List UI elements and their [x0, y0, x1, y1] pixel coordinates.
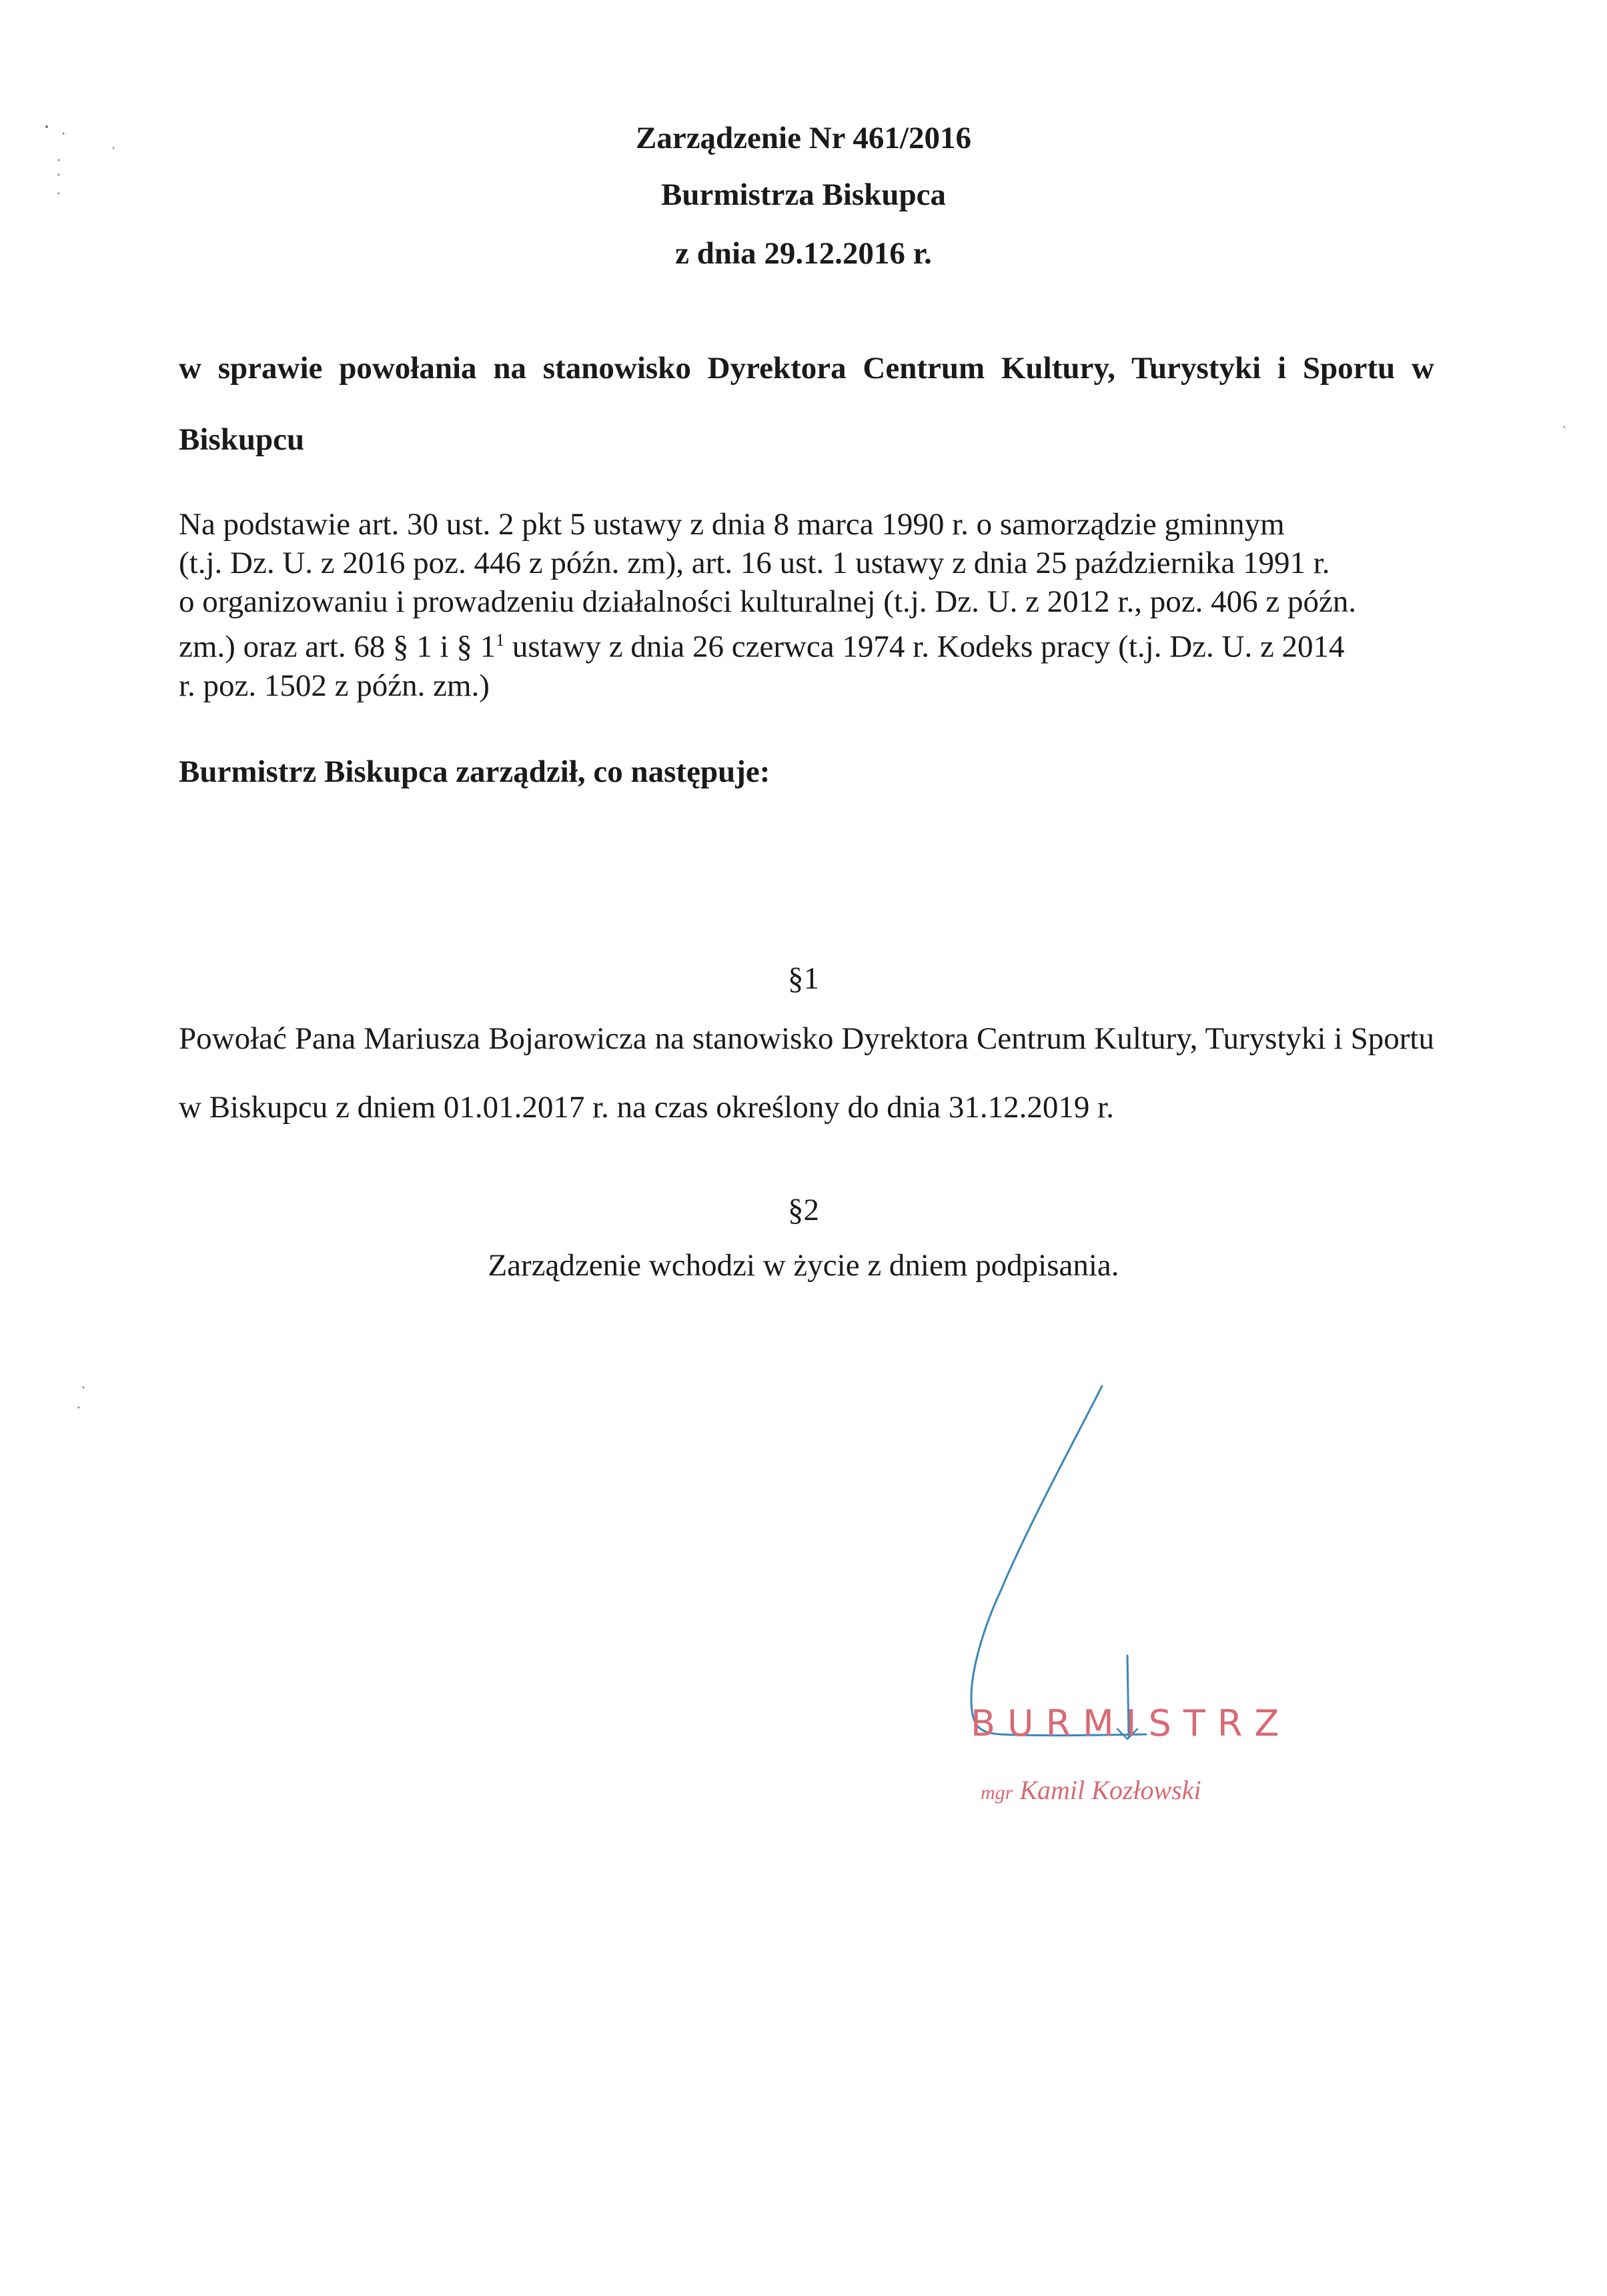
document-issuer: Burmistrza Biskupca [661, 177, 946, 212]
document-subject: w sprawie powołania na stanowisko Dyrektora Centrum Kultury, Turystyki i Sportu w Biskupcu [179, 351, 1434, 457]
legal-basis-line: Na podstawie art. 30 ust. 2 pkt 5 ustawy z dnia 8 marca 1990 r. o samorządzie gminnym [179, 507, 1285, 542]
legal-basis-line: (t.j. Dz. U. z 2016 poz. 446 z późn. zm), art. 16 ust. 1 ustawy z dnia 25 października 1991 r. [179, 546, 1330, 580]
section-1-text: Powołać Pana Mariusza Bojarowicza na stanowisko Dyrektora Centrum Kultury, Turystyki i Sportu w Biskupcu z dniem 01.01.2017 r. na czas określony do dnia 31.12.2019 r. [179, 1021, 1434, 1125]
stamp-prefix: mgr [981, 1782, 1013, 1804]
stamp-name [981, 1774, 1201, 1806]
decree-statement: Burmistrz Biskupca zarządził, co następuje: [179, 754, 770, 789]
document-date: z dnia 29.12.2016 r. [675, 236, 932, 271]
legal-basis-line: r. poz. 1502 z późn. zm.) [179, 668, 490, 703]
section-2-text: Zarządzenie wchodzi w życie z dniem podpisania. [488, 1248, 1119, 1283]
section-1-mark: §1 [788, 961, 819, 996]
legal-basis-line: o organizowaniu i prowadzeniu działalności kulturalnej (t.j. Dz. U. z 2012 r., poz. 406 z późn. [179, 584, 1357, 619]
stamp-person: Kamil Kozłowski [1019, 1775, 1201, 1805]
legal-basis-text: ustawy z dnia 26 czerwca 1974 r. Kodeks pracy (t.j. Dz. U. z 2014 [504, 629, 1345, 664]
stamp-title: BURMISTRZ [971, 1702, 1291, 1744]
section-2-mark: §2 [788, 1193, 819, 1227]
legal-basis-text: zm.) oraz art. 68 § 1 i § 1 [179, 629, 496, 664]
superscript: 1 [496, 630, 505, 650]
document-title: Zarządzenie Nr 461/2016 [635, 121, 971, 155]
